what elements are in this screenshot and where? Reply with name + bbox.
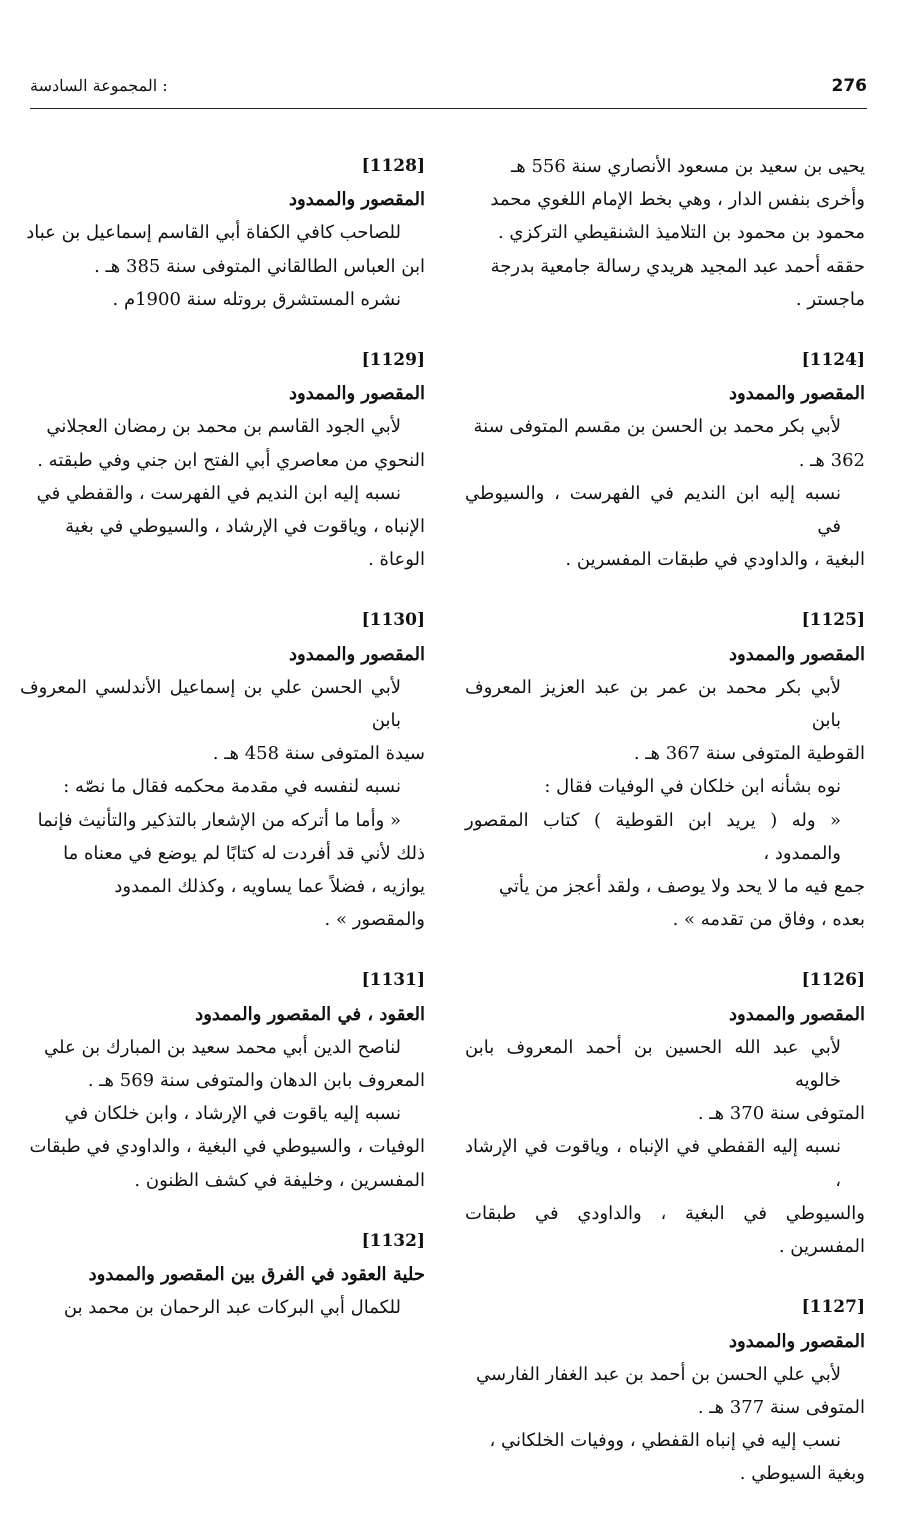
entry-1128 — [20, 150, 425, 316]
text-line: لأبي الجود القاسم بن محمد بن رمضان العجلاني — [46, 416, 401, 438]
text-line: نشره المستشرق بروتله سنة 1900م . — [112, 288, 401, 310]
entry-1126 — [465, 964, 865, 1263]
text-line: للصاحب كافي الكفاة أبي القاسم إسماعيل بن عباد — [26, 222, 401, 244]
text-line: البغية ، والداودي في طبقات المفسرين . — [565, 549, 865, 571]
entry-number: [1132] — [361, 1230, 425, 1251]
text-line: يوازيه ، فضلاً عما يساويه ، وكذلك الممدود — [114, 876, 425, 898]
text-line: المفسرين ، وخليفة في كشف الظنون . — [134, 1169, 425, 1191]
text-line: النحوي من معاصري أبي الفتح ابن جني وفي طبقته . — [37, 449, 425, 471]
text-line: « وأما ما أتركه من الإشعار بالتذكير والتأنيث فإنما — [37, 809, 401, 831]
entry-number: [1125] — [801, 610, 865, 631]
entry-title: حلية العقود في الفرق بين المقصور والممدود — [88, 1264, 425, 1286]
entry-number: [1128] — [361, 156, 425, 176]
text-line: وبغية السيوطي . — [739, 1463, 865, 1485]
entry-1125 — [465, 604, 865, 936]
entry-title: المقصور والممدود — [728, 643, 865, 665]
text-line: الوفيات ، والسيوطي في البغية ، والداودي في طبقات — [29, 1136, 425, 1158]
text-line: ذلك لأني قد أفردت له كتابًا لم يوضع في معناه ما — [63, 842, 425, 864]
entry-title: المقصور والممدود — [288, 643, 425, 665]
text-line: نسب إليه في إنباه القفطي ، ووفيات الخلكاني ، — [489, 1430, 841, 1452]
text-line: للكمال أبي البركات عبد الرحمان بن محمد بن — [63, 1297, 401, 1319]
text-line: جمع فيه ما لا يحد ولا يوصف ، ولقد أعجز من يأتي — [498, 876, 865, 898]
running-title: المجموعة السادسة : — [30, 76, 168, 95]
entry-title: المقصور والممدود — [728, 1330, 865, 1352]
text-line: حققه أحمد عبد المجيد هريدي رسالة جامعية بدرجة — [490, 255, 865, 277]
text-line: الوعاة . — [368, 549, 425, 571]
text-line: ماجستر . — [795, 288, 865, 310]
text-line: المتوفى سنة 370 هـ . — [697, 1103, 865, 1125]
entry-title: المقصور والممدود — [728, 383, 865, 405]
entry-title: المقصور والممدود — [288, 383, 425, 405]
text-line: القوطية المتوفى سنة 367 هـ . — [633, 743, 865, 765]
text-line: ابن العباس الطالقاني المتوفى سنة 385 هـ . — [94, 255, 425, 277]
entry-number: [1129] — [361, 350, 425, 371]
entry-number: [1130] — [361, 610, 425, 631]
text-line: نسبه إليه ابن النديم في الفهرست ، والسيوطي في — [465, 482, 841, 538]
entry-1131 — [20, 964, 425, 1196]
text-line: يحيى بن سعيد بن مسعود الأنصاري سنة 556 هـ — [510, 156, 865, 177]
text-line: والمقصور » . — [324, 909, 425, 931]
text-line: محمود بن محمود بن التلاميذ الشنقيطي التركزي . — [497, 222, 865, 244]
text-line: لأبي عبد الله الحسين بن أحمد المعروف بابن خالويه — [465, 1036, 841, 1092]
text-line: لناصح الدين أبي محمد سعيد بن المبارك بن علي — [44, 1036, 401, 1058]
entry-number: [1127] — [801, 1297, 865, 1318]
text-line: والسيوطي في البغية ، والداودي في طبقات المفسرين . — [465, 1202, 865, 1258]
left-column — [20, 150, 425, 1353]
text-line: نسبه إليه ابن النديم في الفهرست ، والقفطي في — [36, 482, 401, 504]
text-line: نوه بشأنه ابن خلكان في الوفيات فقال : — [544, 776, 841, 798]
page-number: 276 — [831, 76, 867, 96]
text-line: سيدة المتوفى سنة 458 هـ . — [212, 743, 425, 765]
text-line: 362 هـ . — [798, 449, 865, 471]
text-line: « وله ( يريد ابن القوطية ) كتاب المقصور والممدود ، — [465, 809, 841, 864]
text-line: المتوفى سنة 377 هـ . — [697, 1396, 865, 1418]
text-line: لأبي الحسن علي بن إسماعيل الأندلسي المعروف بابن — [20, 676, 401, 732]
page-header — [30, 72, 867, 109]
text-line: لأبي بكر محمد بن عمر بن عبد العزيز المعروف بابن — [465, 676, 841, 732]
text-line: بعده ، وفاق من تقدمه » . — [672, 909, 865, 931]
entry-1132 — [20, 1225, 425, 1325]
text-line: لأبي بكر محمد بن الحسن بن مقسم المتوفى سنة — [473, 416, 841, 438]
entry-title: المقصور والممدود — [288, 189, 425, 211]
continuation-text — [465, 150, 865, 316]
text-line: الإنباه ، وياقوت في الإرشاد ، والسيوطي في بغية — [65, 516, 425, 538]
entry-number: [1126] — [801, 970, 865, 991]
entry-number: [1131] — [361, 970, 425, 991]
text-line: وأخرى بنفس الدار ، وهي بخط الإمام اللغوي محمد — [490, 189, 865, 211]
text-line: المعروف بابن الدهان والمتوفى سنة 569 هـ . — [87, 1070, 425, 1092]
entry-title: المقصور والممدود — [728, 1003, 865, 1025]
entry-1127 — [465, 1291, 865, 1490]
text-line: لأبي علي الحسن بن أحمد بن عبد الغفار الفارسي — [476, 1363, 841, 1385]
entry-number: [1124] — [801, 350, 865, 371]
text-line: نسبه إليه ياقوت في الإرشاد ، وابن خلكان في — [64, 1103, 401, 1125]
right-column — [465, 150, 865, 1519]
entry-title: العقود ، في المقصور والممدود — [195, 1003, 425, 1025]
text-line: نسبه لنفسه في مقدمة محكمه فقال ما نصّه : — [63, 776, 401, 798]
entry-1124 — [465, 344, 865, 576]
entry-1130 — [20, 604, 425, 936]
entry-1129 — [20, 344, 425, 576]
text-line: نسبه إليه القفطي في الإنباه ، وياقوت في الإرشاد ، — [465, 1136, 841, 1191]
